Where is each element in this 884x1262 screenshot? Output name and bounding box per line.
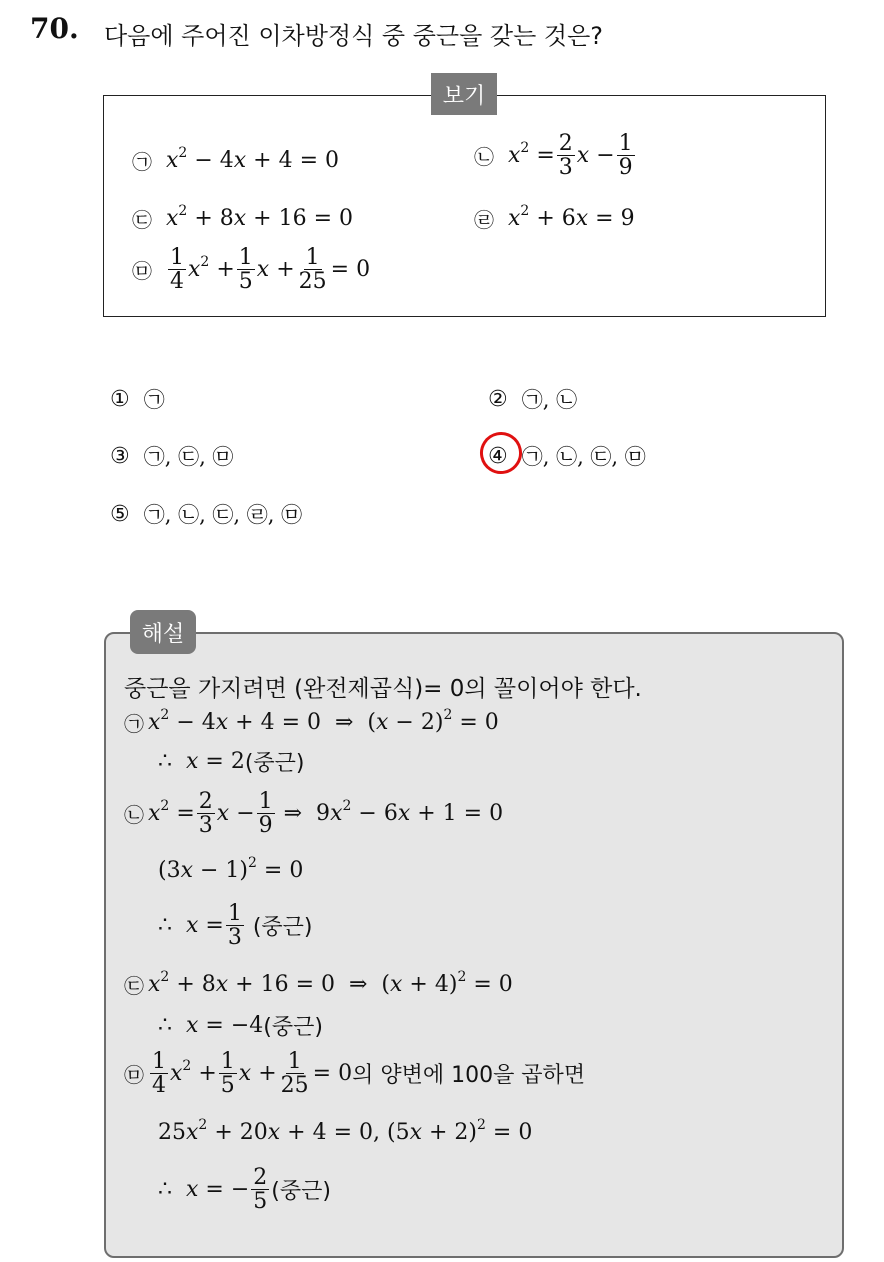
bogi-item-a: ㉠ $x^2 - 4x + 4 = 0$ [132, 145, 340, 174]
solution-line-e-result: ∴ x = − $\frac{2}{5}$ (중근) [158, 1165, 331, 1215]
bogi-item-d: ㉣ $x^2 + 6x = 9$ [474, 203, 635, 232]
solution-line-a: ㉠ $x^2 - 4x + 4 = 0$ ⇒ $(x - 2)^2 = 0$ [124, 707, 499, 736]
solution-line-b-result: ∴ x = $\frac{1}{3}$ (중근) [158, 901, 313, 951]
bogi-label: 보기 [431, 73, 497, 115]
solution-line-a-result: ∴ x = 2 (중근) [158, 749, 305, 776]
solution-line-e-square: $25x^2 + 20x + 4 = 0$, $(5x + 2)^2 = 0$ [158, 1117, 533, 1145]
question-number: 70. [30, 12, 79, 45]
choice-3[interactable]: ③ ㉠, ㉢, ㉤ [110, 443, 234, 469]
bogi-item-e: ㉤ $\frac{1}{4}$ $x^2$ + $\frac{1}{5}$ x + $\frac{1}{25}$ = 0 [132, 245, 371, 295]
question-text: 다음에 주어진 이차방정식 중 중근을 갖는 것은? [104, 22, 604, 50]
choice-4[interactable]: ④ ㉠, ㉡, ㉢, ㉤ [488, 443, 646, 469]
solution-line-c-result: ∴ x = −4 (중근) [158, 1013, 323, 1040]
choice-5[interactable]: ⑤ ㉠, ㉡, ㉢, ㉣, ㉤ [110, 501, 303, 527]
solution-line-b: ㉡ $x^2$ = $\frac{2}{3}$ x − $\frac{1}{9}$ ⇒ $9x^2 - 6x + 1 = 0$ [124, 789, 504, 839]
solution-line-c: ㉢ $x^2 + 8x + 16 = 0$ ⇒ $(x + 4)^2 = 0$ [124, 969, 513, 998]
solution-line-b-square: $(3x - 1)^2 = 0$ [158, 855, 304, 883]
bogi-item-b: ㉡ $x^2$ = $\frac{2}{3}$ x − $\frac{1}{9}$ [474, 131, 633, 181]
choice-1[interactable]: ① ㉠ [110, 386, 165, 412]
solution-intro: 중근을 가지려면 (완전제곱식)= 0의 꼴이어야 한다. [124, 676, 642, 702]
choice-2[interactable]: ② ㉠, ㉡ [488, 386, 578, 412]
bogi-item-c: ㉢ $x^2 + 8x + 16 = 0$ [132, 203, 354, 232]
solution-label: 해설 [130, 610, 196, 654]
solution-line-e: ㉤ $\frac{1}{4}$ $x^2$ + $\frac{1}{5}$ x + $\frac{1}{25}$ = 0 의 양변에 100을 곱하면 [124, 1049, 586, 1099]
